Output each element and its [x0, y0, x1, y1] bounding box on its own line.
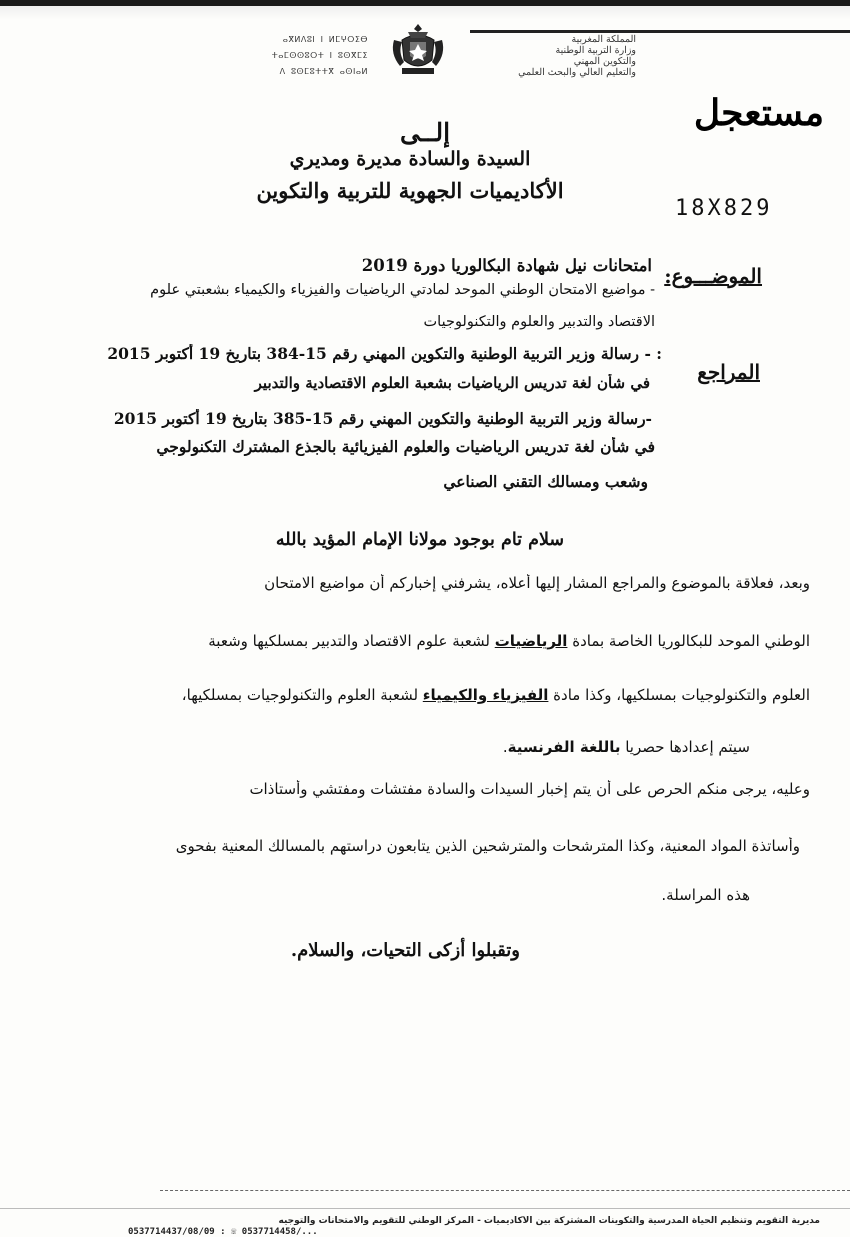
- reference-line: : - رسالة وزير التربية الوطنية والتكوين المهني رقم 15-384 بتاريخ 19 أكتوبر 2015: [107, 344, 662, 363]
- subject-label: الموضـــوع:: [664, 264, 762, 288]
- references-label: المراجع: [697, 360, 760, 384]
- body-text: لشعبة العلوم والتكنولوجيات بمسلكيها،: [181, 686, 423, 704]
- language-highlight: باللغة الفرنسية: [507, 738, 621, 756]
- reference-line: وشعب ومسالك التقني الصناعي: [443, 472, 648, 491]
- subject-physics-highlight: الفيزياء والكيمياء: [422, 686, 549, 704]
- tifinagh-line: ⴷ ⵓⵙⵎⵓⵜⵜⴳ ⴰⵙⵏⴰⵍ: [279, 67, 368, 76]
- body-text: .: [502, 738, 508, 756]
- body-text: الوطني الموحد للبكالوريا الخاصة بمادة: [567, 632, 810, 650]
- tifinagh-letterhead: [218, 32, 368, 80]
- body-text: العلوم والتكنولوجيات بمسلكيها، وكذا مادة: [548, 686, 810, 704]
- letterhead-line: والتكوين المهني: [573, 56, 636, 67]
- greeting: سلام تام بوجود مولانا الإمام المؤيد بالله: [275, 530, 565, 550]
- body-line: هذه المراسلة.: [661, 886, 750, 904]
- footer-dashed-rule: [160, 1190, 850, 1191]
- subject-line: الاقتصاد والتدبير والعلوم والتكنولوجيات: [423, 314, 655, 330]
- body-line: وعليه، يرجى منكم الحرص على أن يتم إخبار السيدات والسادة مفتشات ومفتشي وأستاذات: [249, 780, 810, 798]
- to-label: إلــى: [399, 118, 451, 147]
- reference-line: في شأن لغة تدريس الرياضيات بشعبة العلوم الاقتصادية والتدبير: [254, 374, 650, 392]
- royal-coat-of-arms-icon: [388, 22, 448, 78]
- reference-number: 18X829: [675, 196, 773, 221]
- letterhead-line: المملكة المغربية: [571, 34, 636, 45]
- scan-top-shadow: [0, 6, 850, 20]
- body-text: سيتم إعدادها حصريا: [620, 738, 750, 756]
- recipient-line-1: السيدة والسادة مديرة ومديري: [289, 148, 531, 170]
- tifinagh-line: ⴰⴳⵍⴷⵓⵏ ⵏ ⵍⵎⵖⵔⵉⴱ: [282, 35, 368, 44]
- body-line: وبعد، فعلاقة بالموضوع والمراجع المشار إليها أعلاه، يشرفني إخباركم أن مواضيع الامتحان: [264, 574, 810, 592]
- subject-math-highlight: الرياضيات: [494, 632, 568, 650]
- reference-line: في شأن لغة تدريس الرياضيات والعلوم الفيزيائية بالجذع المشترك التكنولوجي: [156, 437, 655, 456]
- header-rule: [470, 30, 850, 33]
- arabic-letterhead: [486, 34, 636, 78]
- subject-line: - مواضيع الامتحان الوطني الموحد لمادتي الرياضيات والفيزياء والكيمياء بشعبتي علوم: [150, 282, 655, 298]
- body-text: لشعبة علوم الاقتصاد والتدبير بمسلكيها وشعبة: [208, 632, 495, 650]
- footer-phones: 0537714437/08/09 : ☏ 0537714458/...: [128, 1227, 318, 1237]
- subject-title: امتحانات نيل شهادة البكالوريا دورة 2019: [361, 256, 652, 275]
- body-line: [460, 738, 750, 756]
- body-line: [40, 686, 810, 704]
- urgent-stamp: مستعجل: [693, 92, 824, 134]
- footer-address: مديرية التقويم وتنظيم الحياة المدرسية والتكوينات المشتركة بين الأكاديميات - المركز الوطني للتقويم والامتحانات والتوجيه: [278, 1216, 820, 1226]
- body-line: وأساتذة المواد المعنية، وكذا المترشحات والمترشحين الذين يتابعون دراستهم بالمسالك المعنية بفحوى: [175, 837, 800, 855]
- tifinagh-line: ⵜⴰⵎⵙⵙⵓⵔⵜ ⵏ ⵓⵙⴳⵎⵉ: [271, 51, 368, 60]
- closing-line: وتقبلوا أزكى التحيات، والسلام.: [290, 940, 520, 961]
- body-line: [40, 632, 810, 650]
- recipient-line-2: الأكاديميات الجهوية للتربية والتكوين: [256, 178, 564, 203]
- letterhead-line: والتعليم العالي والبحث العلمي: [518, 67, 636, 78]
- letterhead-line: وزارة التربية الوطنية: [555, 45, 636, 56]
- reference-line: -رسالة وزير التربية الوطنية والتكوين المهني رقم 15-385 بتاريخ 19 أكتوبر 2015: [113, 409, 652, 428]
- footer-rule: [0, 1208, 850, 1209]
